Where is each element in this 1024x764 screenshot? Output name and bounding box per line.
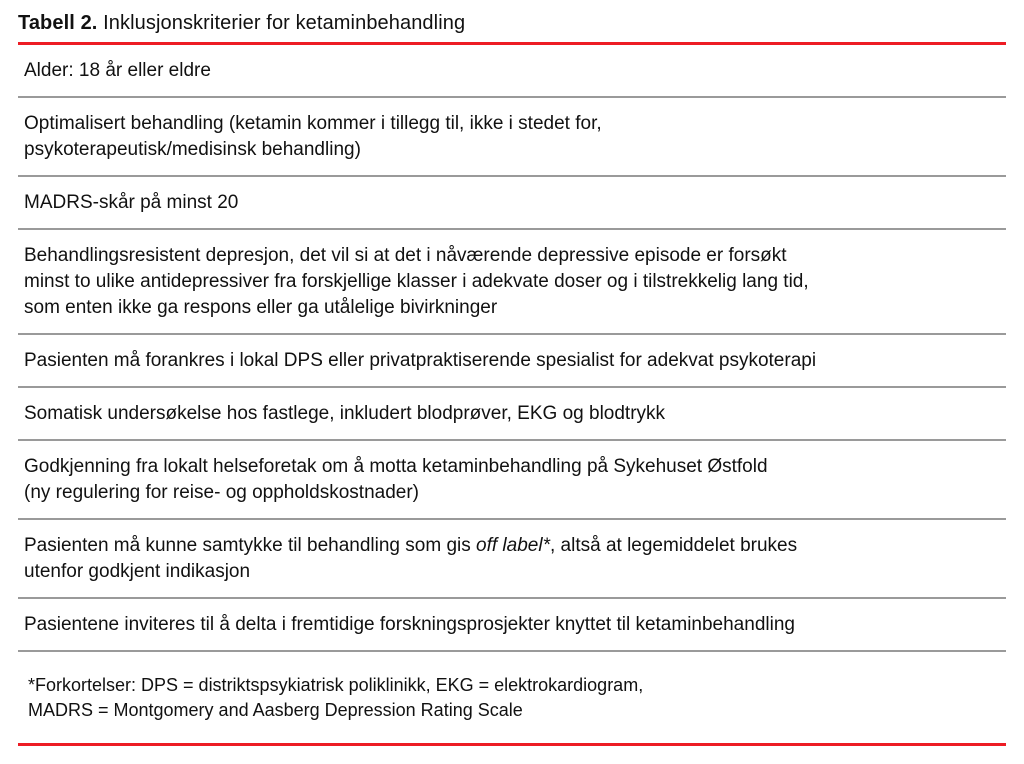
table-row [18, 599, 1006, 650]
row-line [24, 533, 1004, 559]
row-line: Godkjenning fra lokalt helseforetak om å motta ketaminbehandling på Sykehuset Østfold [24, 456, 768, 477]
table-row [18, 335, 1006, 386]
row-line: minst to ulike antidepressiver fra forskjellige klasser i adekvate doser og i tilstrekkelig lang tid, [24, 271, 809, 292]
row-line: Optimalisert behandling (ketamin kommer i tillegg til, ikke i stedet for, [24, 113, 602, 134]
footnote-line: *Forkortelser: DPS = distriktspsykiatrisk poliklinikk, EKG = elektrokardiogram, [28, 675, 644, 695]
table-row [18, 45, 1006, 96]
row-line: som enten ikke ga respons eller ga utålelige bivirkninger [24, 297, 498, 318]
caption-text: Inklusjonskriterier for ketaminbehandling [103, 12, 466, 34]
table-row [18, 177, 1006, 228]
footnote-line: MADRS = Montgomery and Aasberg Depression Rating Scale [28, 700, 523, 720]
table-footnote [18, 652, 1006, 743]
bottom-accent-rule-wrap [18, 743, 1006, 746]
off-label-italic: off label* [476, 535, 550, 556]
bottom-accent-rule [18, 743, 1006, 746]
table-row [18, 230, 1006, 333]
row-line: Somatisk undersøkelse hos fastlege, inkludert blodprøver, EKG og blodtrykk [24, 403, 666, 424]
row-line: psykoterapeutisk/medisinsk behandling) [24, 139, 361, 160]
table-row [18, 520, 1006, 597]
criteria-rows [18, 45, 1006, 743]
table-row [18, 98, 1006, 175]
row-text-after-italic: , altså at legemiddelet brukes [549, 535, 798, 556]
row-text-before-italic: Pasienten må kunne samtykke til behandling som gis [24, 535, 477, 556]
row-line: Pasientene inviteres til å delta i fremtidige forskningsprosjekter knyttet til ketaminbehandling [24, 614, 795, 635]
row-line: Behandlingsresistent depresjon, det vil si at det i nåværende depressive episode er forsøkt [24, 245, 787, 266]
table-row [18, 388, 1006, 439]
row-line: (ny regulering for reise- og oppholdskostnader) [24, 482, 419, 503]
row-line: utenfor godkjent indikasjon [24, 561, 251, 582]
table-caption [18, 0, 1006, 42]
row-line: Pasienten må forankres i lokal DPS eller privatpraktiserende spesialist for adekvat psykoterapi [24, 350, 817, 371]
table-row [18, 441, 1006, 518]
row-line: Alder: 18 år eller eldre [24, 60, 211, 81]
row-line: MADRS-skår på minst 20 [24, 192, 239, 213]
caption-label: Tabell 2. [18, 12, 98, 34]
